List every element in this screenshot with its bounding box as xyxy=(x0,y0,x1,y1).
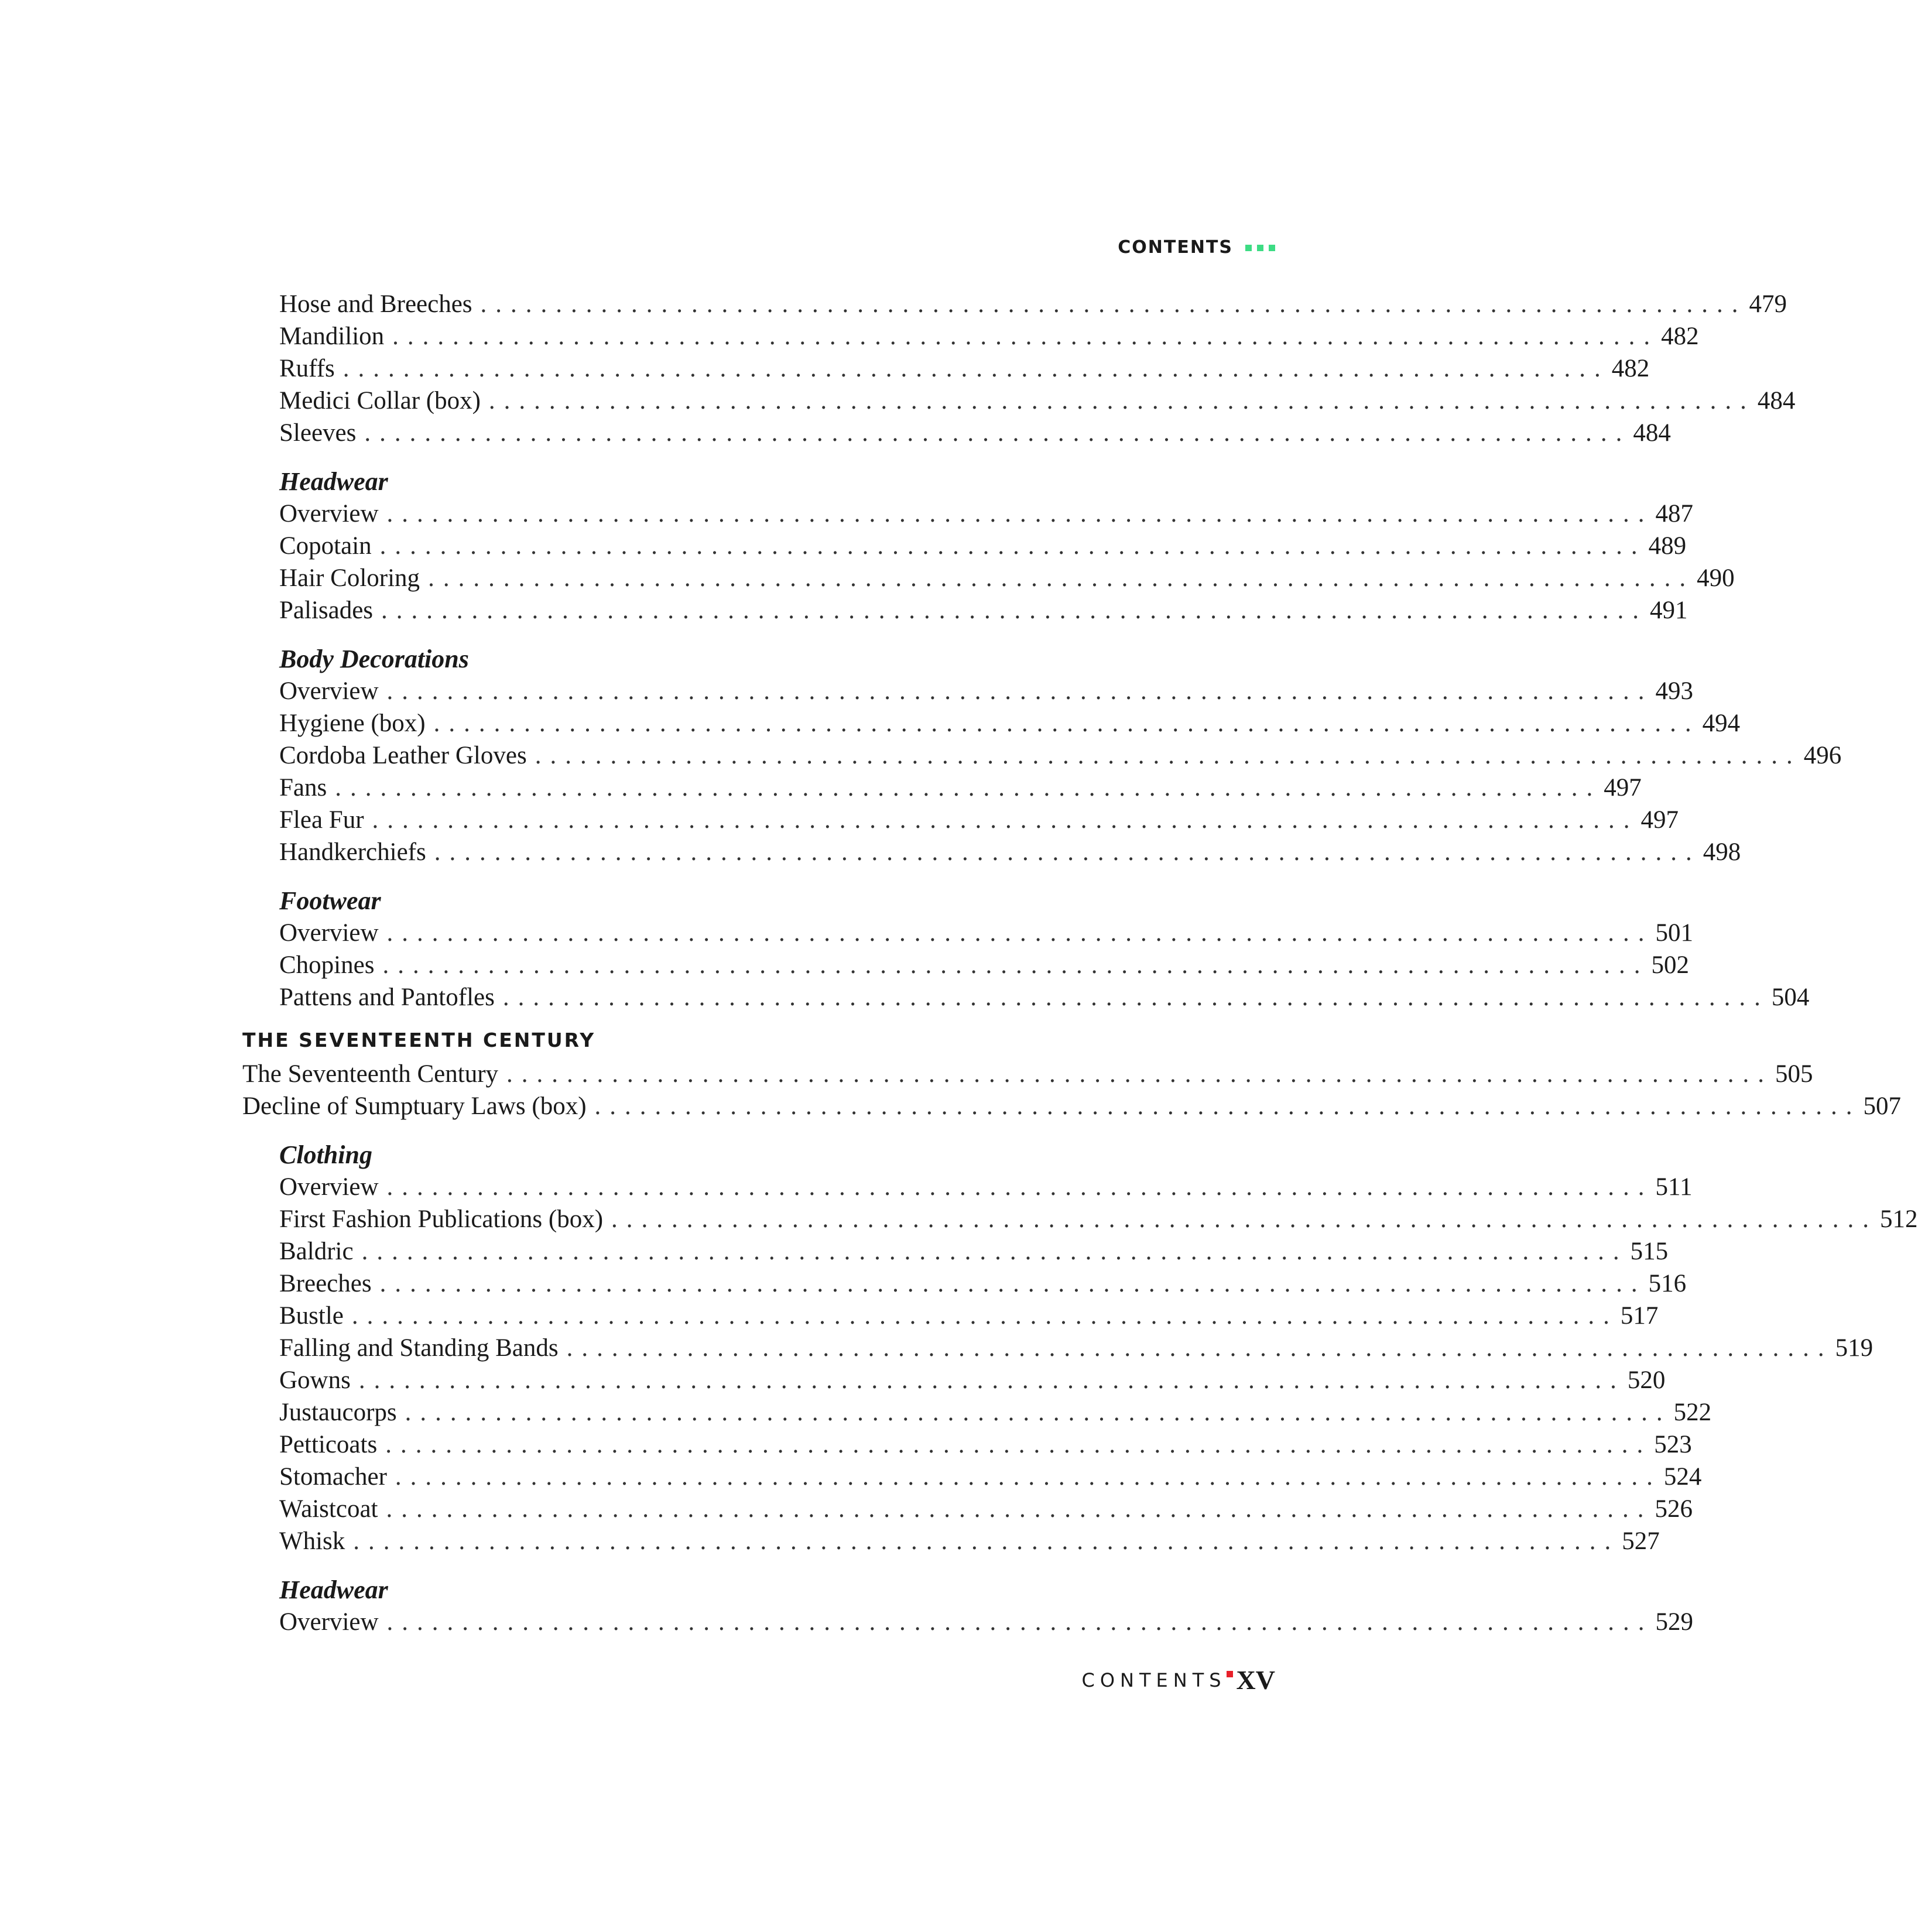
toc-entry-page: 523 xyxy=(1654,1431,1692,1458)
red-square-icon xyxy=(1227,1671,1233,1677)
toc-entry-title: Overview xyxy=(279,1173,379,1201)
toc-entry-page: 497 xyxy=(1604,774,1642,801)
page-number: XV xyxy=(1236,1665,1275,1695)
toc-entry-title: Overview xyxy=(279,500,379,527)
toc-entry[interactable] xyxy=(279,674,1694,709)
toc-entry-title: Falling and Standing Bands xyxy=(279,1334,559,1362)
toc-entry-page: 529 xyxy=(1655,1608,1694,1636)
dot-leader: .................................................................................... xyxy=(434,838,1701,866)
toc-entry-title: Justaucorps xyxy=(279,1399,397,1426)
toc-entry[interactable] xyxy=(279,319,1699,354)
toc-entry-title: Bustle xyxy=(279,1302,344,1330)
toc-entry[interactable] xyxy=(279,770,1642,806)
toc-entry-title: Chopines xyxy=(279,951,375,979)
section-heading-headwear: Headwear xyxy=(279,1575,388,1604)
toc-entry[interactable] xyxy=(279,1170,1693,1205)
toc-entry-page: 522 xyxy=(1673,1399,1712,1426)
dot-leader: .................................................................................... xyxy=(386,1495,1653,1523)
dot-leader: .................................................................................... xyxy=(433,710,1700,737)
toc-entry-title: Overview xyxy=(279,919,379,947)
toc-entry-page: 482 xyxy=(1661,323,1699,350)
toc-entry-page: 502 xyxy=(1651,951,1689,979)
toc-entry[interactable] xyxy=(279,561,1735,596)
toc-entry-title: Stomacher xyxy=(279,1463,387,1491)
dot-leader: .................................................................................... xyxy=(381,597,1648,624)
page-folio xyxy=(1082,1666,1275,1695)
dot-leader: .................................................................................... xyxy=(386,919,1653,947)
toc-entry-page: 526 xyxy=(1655,1495,1693,1523)
toc-entry[interactable] xyxy=(279,1524,1660,1559)
running-head xyxy=(1118,236,1275,259)
toc-entry-page: 507 xyxy=(1863,1092,1902,1120)
dot-leader: .................................................................................... xyxy=(535,742,1801,769)
dot-leader: .................................................................................... xyxy=(342,355,1609,382)
toc-entry[interactable] xyxy=(279,1492,1693,1527)
section-heading-clothing: Clothing xyxy=(279,1140,372,1169)
toc-entry-title: Sleeves xyxy=(279,419,357,447)
toc-entry-page: 494 xyxy=(1702,710,1741,737)
dot-leader: .................................................................................... xyxy=(488,387,1755,415)
part-heading-seventeenth-century: THE SEVENTEENTH CENTURY xyxy=(242,1029,596,1051)
toc-entry[interactable] xyxy=(279,706,1741,741)
toc-entry[interactable] xyxy=(279,980,1810,1015)
toc-entry-title: Cordoba Leather Gloves xyxy=(279,742,527,769)
toc-entry-page: 524 xyxy=(1663,1463,1702,1491)
dot-leader: .................................................................................... xyxy=(361,1238,1628,1265)
green-square-icon xyxy=(1245,245,1252,251)
toc-entry[interactable] xyxy=(279,948,1689,983)
dot-leader: .................................................................................... xyxy=(386,1608,1653,1636)
toc-entry-page: 519 xyxy=(1835,1334,1874,1362)
dot-leader: .................................................................................... xyxy=(386,500,1653,527)
toc-entry[interactable] xyxy=(279,496,1694,532)
section-heading-body-decorations: Body Decorations xyxy=(279,645,469,673)
toc-entry-title: Gowns xyxy=(279,1366,351,1394)
toc-entry[interactable] xyxy=(279,1460,1702,1495)
toc-entry[interactable] xyxy=(279,835,1741,870)
dot-leader: .................................................................................... xyxy=(364,419,1631,447)
toc-entry-title: Pattens and Pantofles xyxy=(279,984,495,1011)
toc-entry[interactable] xyxy=(279,416,1671,451)
dot-leader: .................................................................................... xyxy=(379,532,1646,560)
dot-leader: .................................................................................... xyxy=(611,1205,1878,1233)
toc-entry[interactable] xyxy=(242,1057,1813,1092)
dot-leader: .................................................................................... xyxy=(392,323,1659,350)
toc-entry-page: 489 xyxy=(1648,532,1687,560)
dot-leader: .................................................................................... xyxy=(502,984,1769,1011)
toc-entry[interactable] xyxy=(279,1427,1692,1462)
toc-entry-page: 487 xyxy=(1655,500,1694,527)
toc-entry-title: Hair Coloring xyxy=(279,564,420,592)
toc-entry-page: 511 xyxy=(1655,1173,1693,1201)
toc-entry-page: 484 xyxy=(1633,419,1671,447)
running-head-label: CONTENTS xyxy=(1118,237,1233,258)
toc-entry[interactable] xyxy=(279,1234,1669,1269)
toc-entry-title: Medici Collar (box) xyxy=(279,387,481,415)
dot-leader: .................................................................................... xyxy=(351,1302,1618,1330)
toc-entry-title: Overview xyxy=(279,677,379,705)
toc-entry-page: 527 xyxy=(1622,1527,1660,1555)
toc-entry-page: 496 xyxy=(1803,742,1842,769)
dot-leader: .................................................................................... xyxy=(395,1463,1662,1491)
toc-entry-title: Baldric xyxy=(279,1238,354,1265)
toc-entry-page: 505 xyxy=(1775,1060,1813,1088)
toc-entry-title: Waistcoat xyxy=(279,1495,378,1523)
toc-entry-page: 520 xyxy=(1627,1366,1666,1394)
toc-entry-title: Whisk xyxy=(279,1527,345,1555)
toc-entry-page: 479 xyxy=(1749,290,1787,318)
toc-entry-title: Mandilion xyxy=(279,323,385,350)
green-square-icon xyxy=(1257,245,1263,251)
toc-entry[interactable] xyxy=(279,1202,1918,1237)
toc-entry[interactable] xyxy=(279,287,1787,322)
toc-entry-page: 501 xyxy=(1655,919,1694,947)
dot-leader: .................................................................................... xyxy=(386,1173,1653,1201)
toc-entry-page: 490 xyxy=(1697,564,1735,592)
dot-leader: .................................................................................... xyxy=(386,677,1653,705)
toc-entry[interactable] xyxy=(279,1363,1666,1398)
toc-entry-title: Petticoats xyxy=(279,1431,378,1458)
toc-entry-title: Decline of Sumptuary Laws (box) xyxy=(242,1092,587,1120)
toc-entry-page: 493 xyxy=(1655,677,1694,705)
dot-leader: .................................................................................... xyxy=(385,1431,1652,1458)
dot-leader: .................................................................................... xyxy=(335,774,1602,801)
toc-entry[interactable] xyxy=(279,351,1650,386)
toc-entry-page: 498 xyxy=(1703,838,1741,866)
folio-label: CONTENTS xyxy=(1081,1669,1227,1691)
running-head-ornament xyxy=(1240,245,1275,251)
toc-entry-title: Palisades xyxy=(279,597,374,624)
dot-leader: .................................................................................... xyxy=(566,1334,1833,1362)
dot-leader: .................................................................................... xyxy=(480,290,1747,318)
toc-entry[interactable] xyxy=(279,916,1694,951)
toc-entry-title: The Seventeenth Century xyxy=(242,1060,499,1088)
dot-leader: .................................................................................... xyxy=(428,564,1695,592)
toc-entry-title: Hygiene (box) xyxy=(279,710,426,737)
toc-entry-page: 517 xyxy=(1620,1302,1659,1330)
toc-entry-title: Flea Fur xyxy=(279,806,364,834)
toc-entry[interactable] xyxy=(279,529,1687,564)
toc-entry[interactable] xyxy=(279,383,1796,419)
dot-leader: .................................................................................... xyxy=(506,1060,1773,1088)
toc-entry[interactable] xyxy=(242,1089,1902,1124)
toc-entry-title: Copotain xyxy=(279,532,372,560)
toc-entry-title: Fans xyxy=(279,774,327,801)
toc-entry[interactable] xyxy=(279,1605,1694,1640)
toc-entry-page: 515 xyxy=(1630,1238,1669,1265)
section-heading-headwear: Headwear xyxy=(279,467,388,496)
dot-leader: .................................................................................... xyxy=(353,1527,1620,1555)
dot-leader: .................................................................................... xyxy=(382,951,1649,979)
dot-leader: .................................................................................... xyxy=(594,1092,1861,1120)
toc-entry[interactable] xyxy=(279,1331,1874,1366)
dot-leader: .................................................................................... xyxy=(372,806,1639,834)
dot-leader: .................................................................................... xyxy=(358,1366,1625,1394)
dot-leader: .................................................................................... xyxy=(405,1399,1672,1426)
toc-entry-page: 497 xyxy=(1640,806,1679,834)
toc-entry-page: 491 xyxy=(1650,597,1688,624)
dot-leader: .................................................................................... xyxy=(379,1270,1646,1297)
toc-entry[interactable] xyxy=(279,738,1842,773)
toc-entry[interactable] xyxy=(279,1395,1712,1430)
toc-entry-title: Breeches xyxy=(279,1270,372,1297)
toc-entry-page: 504 xyxy=(1771,984,1810,1011)
toc-entry-title: First Fashion Publications (box) xyxy=(279,1205,604,1233)
toc-entry[interactable] xyxy=(279,803,1679,838)
toc-entry[interactable] xyxy=(279,1266,1687,1301)
toc-entry-page: 482 xyxy=(1611,355,1650,382)
toc-entry[interactable] xyxy=(279,1299,1659,1334)
toc-entry-title: Handkerchiefs xyxy=(279,838,426,866)
toc-entry-title: Overview xyxy=(279,1608,379,1636)
toc-entry-page: 512 xyxy=(1880,1205,1918,1233)
toc-entry-page: 516 xyxy=(1648,1270,1687,1297)
toc-entry-title: Hose and Breeches xyxy=(279,290,472,318)
green-square-icon xyxy=(1269,245,1275,251)
toc-entry[interactable] xyxy=(279,593,1688,628)
toc-entry-title: Ruffs xyxy=(279,355,335,382)
toc-entry-page: 484 xyxy=(1757,387,1796,415)
section-heading-footwear: Footwear xyxy=(279,886,381,915)
